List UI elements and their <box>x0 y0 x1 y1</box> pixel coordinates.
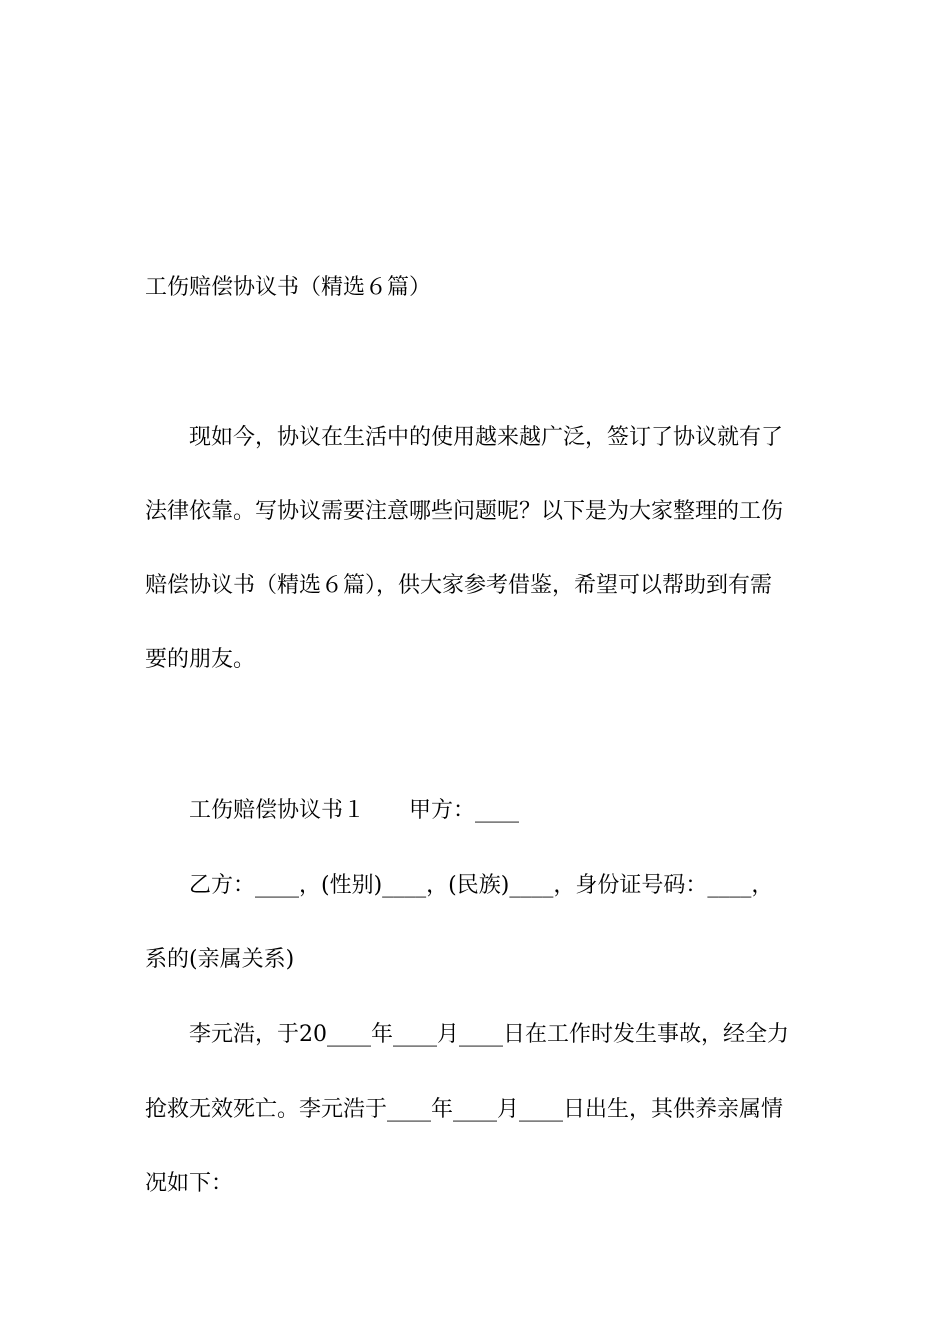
body-line-1: 李元浩，于20____年____月____日在工作时发生事故，经全力 <box>189 1022 789 1047</box>
intro-line-3: 赔偿协议书（精选６篇），供大家参考借鉴，希望可以帮助到有需 <box>145 573 773 598</box>
section-heading-line <box>189 796 519 826</box>
intro-line-2: 法律依靠。写协议需要注意哪些问题呢？以下是为大家整理的工伤 <box>145 499 784 524</box>
section-heading: 工伤赔偿协议书１ <box>189 798 366 823</box>
party-a-field: 甲方：____ <box>409 798 520 823</box>
document-title: 工伤赔偿协议书（精选６篇） <box>145 275 432 300</box>
intro-line-1: 现如今，协议在生活中的使用越来越广泛，签订了协议就有了 <box>189 425 784 450</box>
body-line-3: 况如下： <box>145 1171 234 1196</box>
intro-line-4: 要的朋友。 <box>145 647 256 672</box>
party-b-line-1: 乙方：____，(性别)____，(民族)____，身份证号码：____， <box>189 873 774 898</box>
body-line-2: 抢救无效死亡。李元浩于____年____月____日出生，其供养亲属情 <box>145 1097 784 1122</box>
party-b-line-2: 系的(亲属关系) <box>145 947 295 972</box>
